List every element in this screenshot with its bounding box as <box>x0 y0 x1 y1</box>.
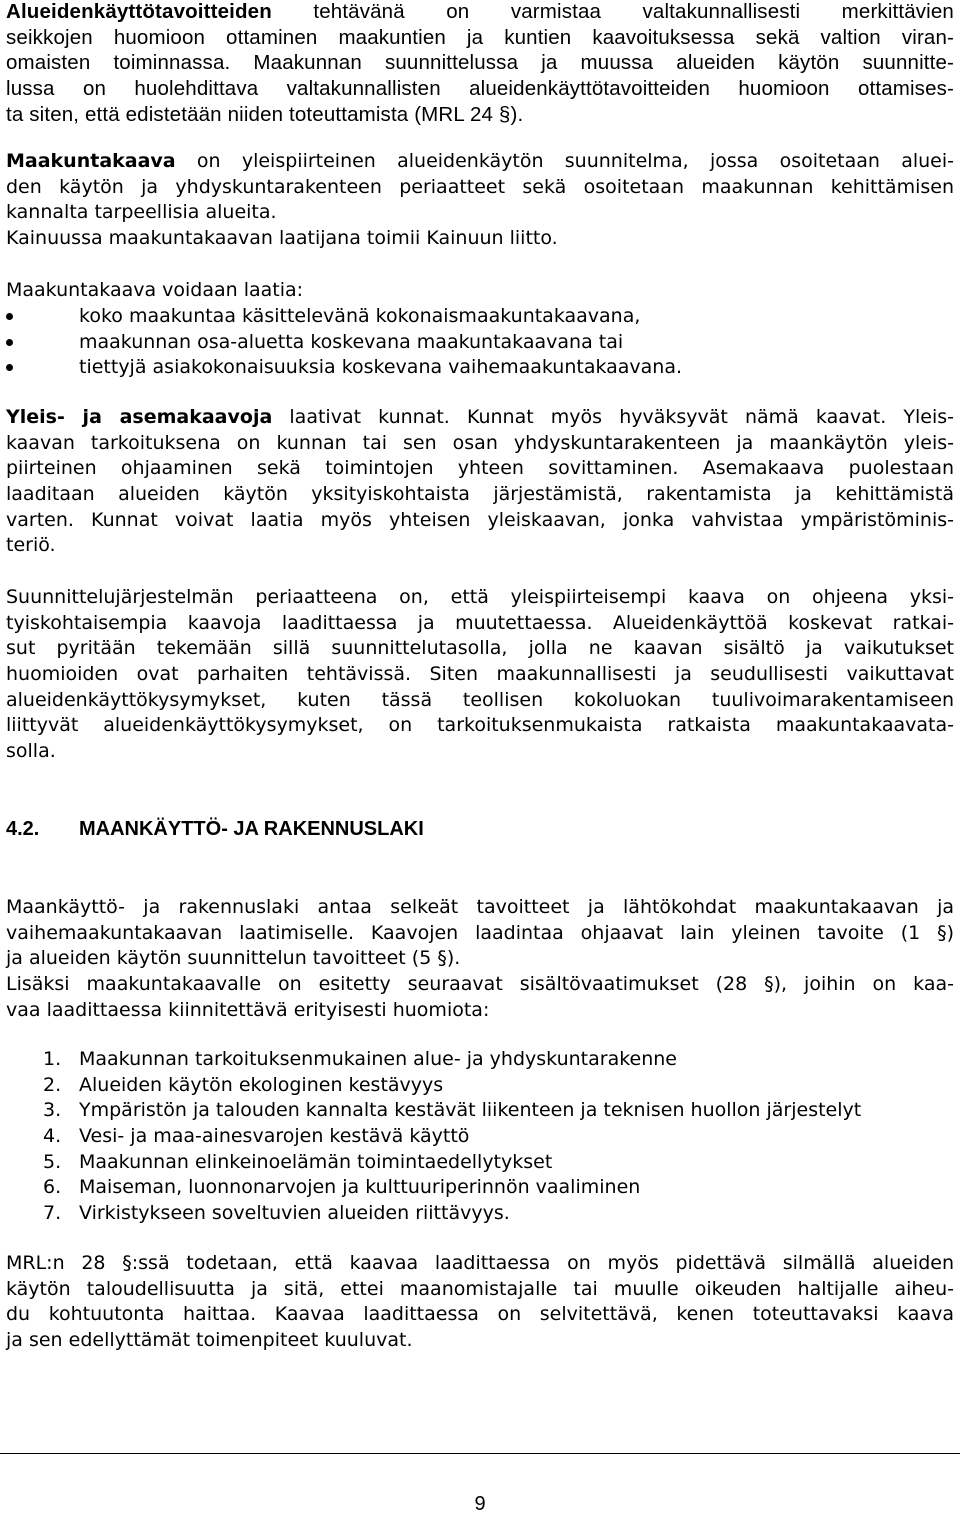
page-number: 9 <box>474 1493 486 1515</box>
text-line <box>6 0 954 25</box>
bold-term: Maakuntakaava <box>6 150 176 172</box>
list-item-text: Maakunnan tarkoituksenmukainen alue- ja yhdyskuntarakenne <box>79 1048 677 1070</box>
text-line: vaihemaakuntakaavan laatimiselle. Kaavojen laadintaa ohjaavat lain yleinen tavoite (1 §) <box>6 921 954 944</box>
paragraph-regional-plan <box>6 149 954 252</box>
text-line: omaisten toiminnassa. Maakunnan suunnittelussa ja muussa alueiden käytön suunnitte- <box>6 51 954 75</box>
list-number: 7. <box>43 1202 62 1225</box>
text-line: varten. Kunnat voivat laatia myös yhteisen yleiskaavan, jonka vahvistaa ympäristöminis- <box>6 508 954 531</box>
list-item-text: tiettyjä asiakokonaisuuksia koskevana vaihemaakuntakaavana. <box>79 356 683 379</box>
list-item-text: Virkistykseen soveltuvien alueiden riittävyys. <box>79 1202 510 1225</box>
text-line: alueidenkäyttökysymykset, kuten tässä teollisen kokoluokan tuulivoimarakentamiseen <box>6 688 954 711</box>
list-item <box>6 355 954 381</box>
text-line: tyiskohtaisempia kaavoja laadittaessa ja muutettaessa. Alueidenkäyttöä koskevat ratkai- <box>6 611 954 634</box>
text-line: huomioiden ovat parhaiten tehtävissä. Siten maakunnallisesti ja seudullisesti vaikuttavat <box>6 663 954 686</box>
paragraph-planning-principle <box>6 585 954 765</box>
text-line: Kainuussa maakuntakaavan laatijana toimii Kainuun liitto. <box>6 227 558 250</box>
text-line: den käytön ja yhdyskuntarakenteen periaatteet sekä osoitetaan maakunnan kehittämisen <box>6 175 954 198</box>
text-line: seikkojen huomioon ottaminen maakuntien ja kuntien kaavoituksessa sekä valtion viran- <box>6 25 954 49</box>
list-item-text: Vesi- ja maa-ainesvarojen kestävä käyttö <box>79 1125 470 1148</box>
list-item <box>6 1073 954 1099</box>
text-line: Maakuntakaava voidaan laatia: <box>6 279 304 301</box>
list-number: 5. <box>43 1150 62 1173</box>
list-item-text: Alueiden käytön ekologinen kestävyys <box>79 1073 444 1096</box>
list-item-text: Maakunnan elinkeinoelämän toimintaedellytykset <box>79 1150 553 1173</box>
text-span: tehtävänä on varmistaa valtakunnallisesti merkittävien <box>313 0 954 23</box>
text-line: teriö. <box>6 534 56 557</box>
bold-term: Alueidenkäyttötavoitteiden <box>6 0 272 23</box>
text-line: ta siten, että edistetään niiden toteuttamista (MRL 24 §). <box>6 102 524 126</box>
text-line: lussa on huolehdittava valtakunnallisten alueidenkäyttötavoitteiden huomioon ottamises- <box>6 77 954 101</box>
text-line: kaavan tarkoituksena on kunnan tai sen osan yhdyskuntarakenteen ja maankäytön yleis- <box>6 431 954 454</box>
bold-term: Yleis- ja asemakaavoja <box>6 406 273 428</box>
list-item <box>6 1175 954 1201</box>
list-item <box>6 1201 954 1227</box>
list-item-text: Ympäristön ja talouden kannalta kestävät liikenteen ja teknisen huollon järjestelyt <box>79 1099 862 1122</box>
section-title: MAANKÄYTTÖ- JA RAKENNUSLAKI <box>79 818 424 840</box>
text-line: Suunnittelujärjestelmän periaatteena on, että yleispiirteisempi kaava on ohjeena yksi- <box>6 586 954 608</box>
footer-divider <box>0 1453 960 1454</box>
list-number: 3. <box>43 1099 62 1122</box>
section-number: 4.2. <box>6 818 40 840</box>
paragraph-plan-types-intro <box>6 278 954 304</box>
text-line: käytön taloudellisuutta ja sitä, ettei maanomistajalle tai muulle oikeuden haltijalle aiheu- <box>6 1277 954 1300</box>
text-line: sut pyritään tekemään sillä suunnittelutasolla, jolla ne kaavan sisältö ja vaikutukset <box>6 637 954 660</box>
text-line: du kohtuutonta haittaa. Kaavaa laadittaessa on selvitettävä, kenen toteuttavaksi kaava <box>6 1303 954 1326</box>
bullet-icon <box>6 364 13 371</box>
text-span: on yleispiirteinen alueidenkäytön suunnitelma, jossa osoitetaan aluei- <box>196 150 954 172</box>
list-item-text: maakunnan osa-aluetta koskevana maakuntakaavana tai <box>79 330 624 353</box>
text-line: piirteinen ohjaaminen sekä toimintojen yhteen sovittaminen. Asemakaava puolestaan <box>6 457 954 480</box>
list-number: 4. <box>43 1125 62 1148</box>
text-line: kannalta tarpeellisia alueita. <box>6 201 277 224</box>
paragraph-master-plans <box>6 405 954 559</box>
content-requirements-list <box>6 1047 954 1227</box>
text-line: liittyvät alueidenkäyttökysymykset, on tarkoituksenmukaista ratkaista maakuntakaavata- <box>6 714 954 737</box>
list-number: 6. <box>43 1176 62 1199</box>
list-item <box>6 1047 954 1073</box>
text-line: vaa laadittaessa kiinnitettävä erityisesti huomiota: <box>6 998 490 1021</box>
list-item-text: koko maakuntaa käsittelevänä kokonaismaakuntakaavana, <box>79 305 641 327</box>
text-line: solla. <box>6 740 56 763</box>
list-item <box>6 1098 954 1124</box>
list-item <box>6 1124 954 1150</box>
text-line: laaditaan alueiden käytön yksityiskohtaista järjestämistä, rakentamista ja kehittämistä <box>6 483 954 506</box>
text-line: MRL:n 28 §:ssä todetaan, että kaavaa laadittaessa on myös pidettävä silmällä alueiden <box>6 1252 954 1274</box>
text-span: laativat kunnat. Kunnat myös hyväksyvät nämä kaavat. Yleis- <box>289 406 954 428</box>
text-line <box>6 149 954 175</box>
list-number: 1. <box>43 1048 62 1070</box>
bullet-list <box>6 304 954 381</box>
list-number: 2. <box>43 1073 62 1096</box>
list-item <box>6 304 954 330</box>
text-line: ja sen edellyttämät toimenpiteet kuuluvat. <box>6 1329 413 1352</box>
bullet-icon <box>6 339 13 346</box>
text-line <box>6 405 954 431</box>
list-item <box>6 330 954 356</box>
text-line: Lisäksi maakuntakaavalle on esitetty seuraavat sisältövaatimukset (28 §), joihin on kaa- <box>6 973 954 996</box>
list-item <box>6 1150 954 1176</box>
bullet-icon <box>6 313 13 320</box>
text-line: ja alueiden käytön suunnittelun tavoitteet (5 §). <box>6 947 461 970</box>
list-item-text: Maiseman, luonnonarvojen ja kulttuuriperinnön vaaliminen <box>79 1176 641 1199</box>
paragraph-section-28 <box>6 1251 954 1354</box>
paragraph-land-use-goals <box>6 0 954 127</box>
paragraph-building-act <box>6 895 954 1023</box>
text-line: Maankäyttö- ja rakennuslaki antaa selkeät tavoitteet ja lähtökohdat maakuntakaavan ja <box>6 896 954 918</box>
